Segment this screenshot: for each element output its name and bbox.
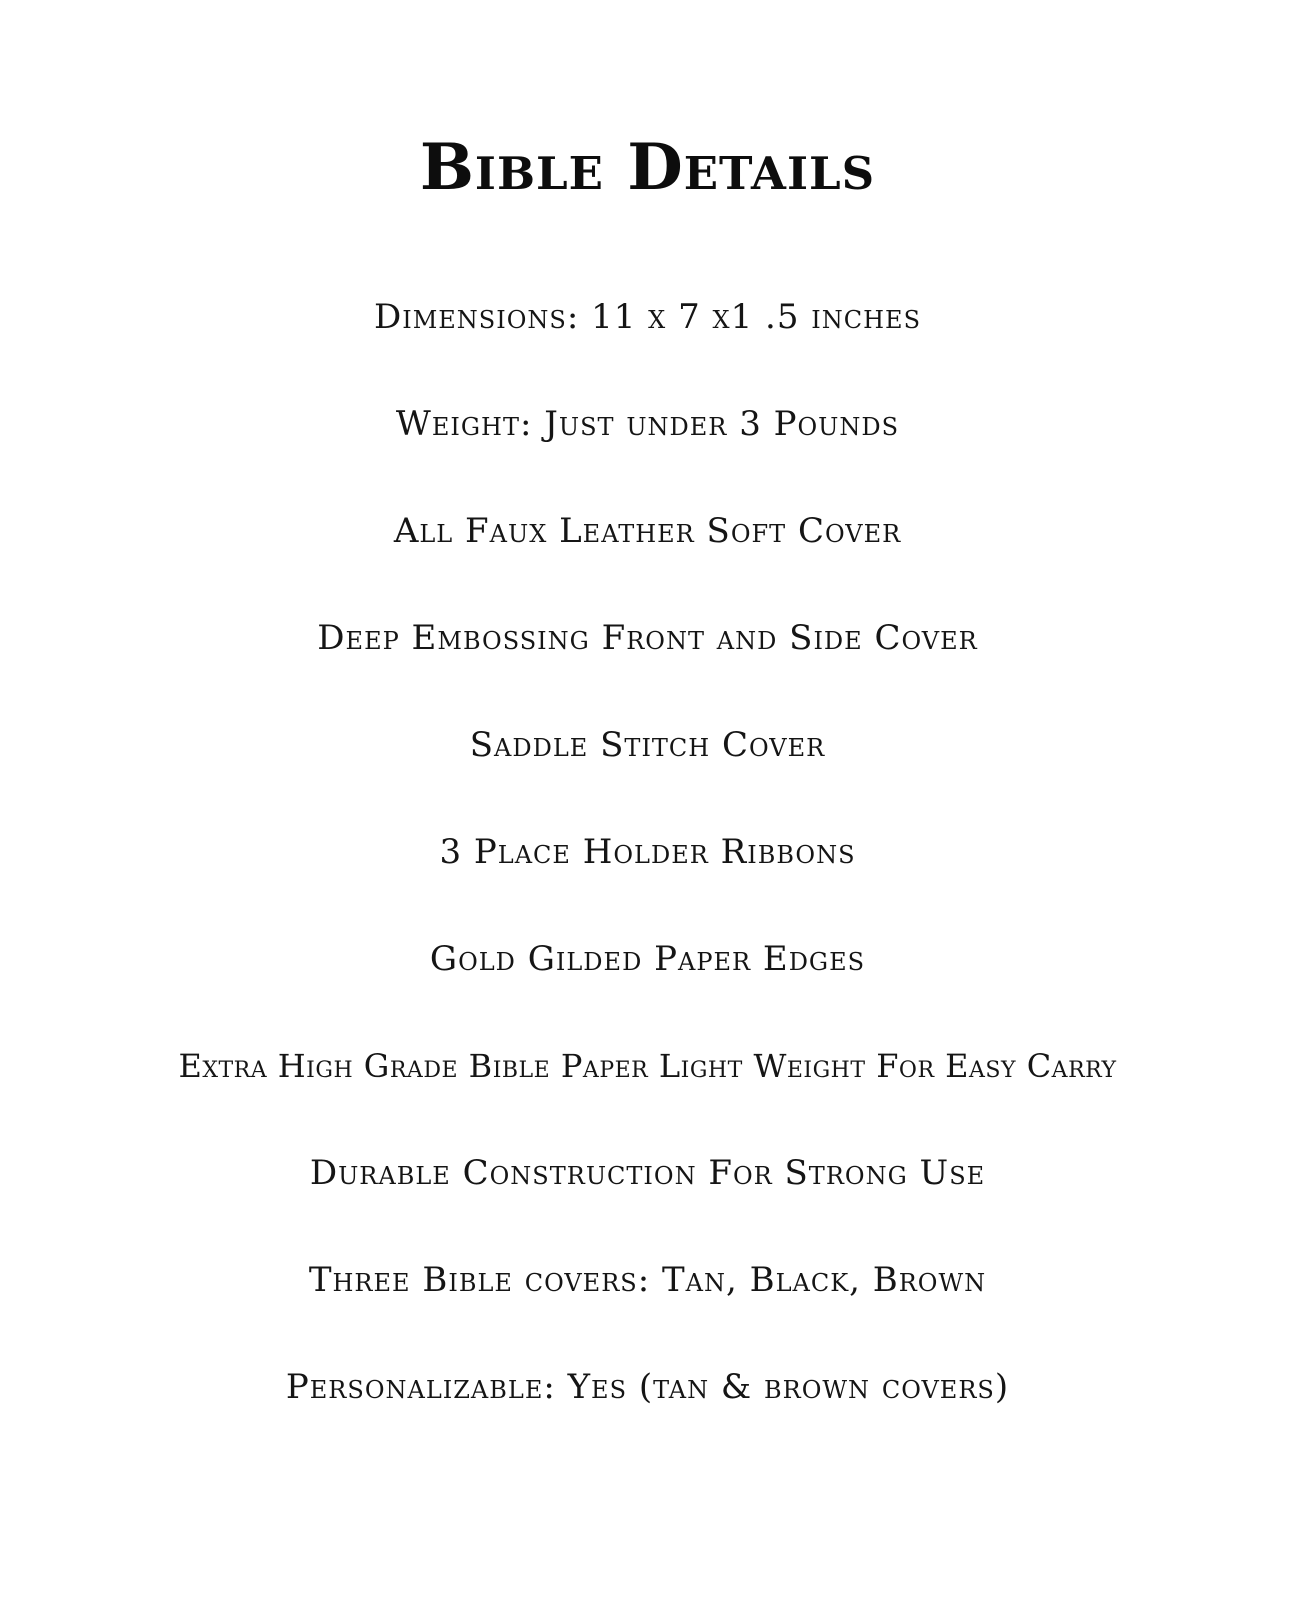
detail-embossing: Deep Embossing Front and Side Cover: [317, 618, 978, 658]
page-title: Bible Details: [419, 130, 876, 205]
detail-paper-grade: Extra High Grade Bible Paper Light Weight For Easy Carry: [178, 1047, 1117, 1085]
detail-dimensions: Dimensions: 11 x 7 x1 .5 inches: [373, 297, 922, 337]
detail-cover-colors: Three Bible covers: Tan, Black, Brown: [308, 1260, 987, 1300]
detail-paper-edges: Gold Gilded Paper Edges: [429, 939, 866, 979]
detail-weight: Weight: Just under 3 Pounds: [395, 404, 900, 444]
detail-personalizable: Personalizable: Yes (tan & brown covers): [285, 1367, 1010, 1407]
detail-construction: Durable Construction For Strong Use: [309, 1153, 986, 1193]
detail-cover-material: All Faux Leather Soft Cover: [393, 511, 902, 551]
details-list: [0, 294, 1295, 1471]
detail-ribbons: 3 Place Holder Ribbons: [439, 832, 856, 872]
detail-stitch: Saddle Stitch Cover: [469, 725, 826, 765]
